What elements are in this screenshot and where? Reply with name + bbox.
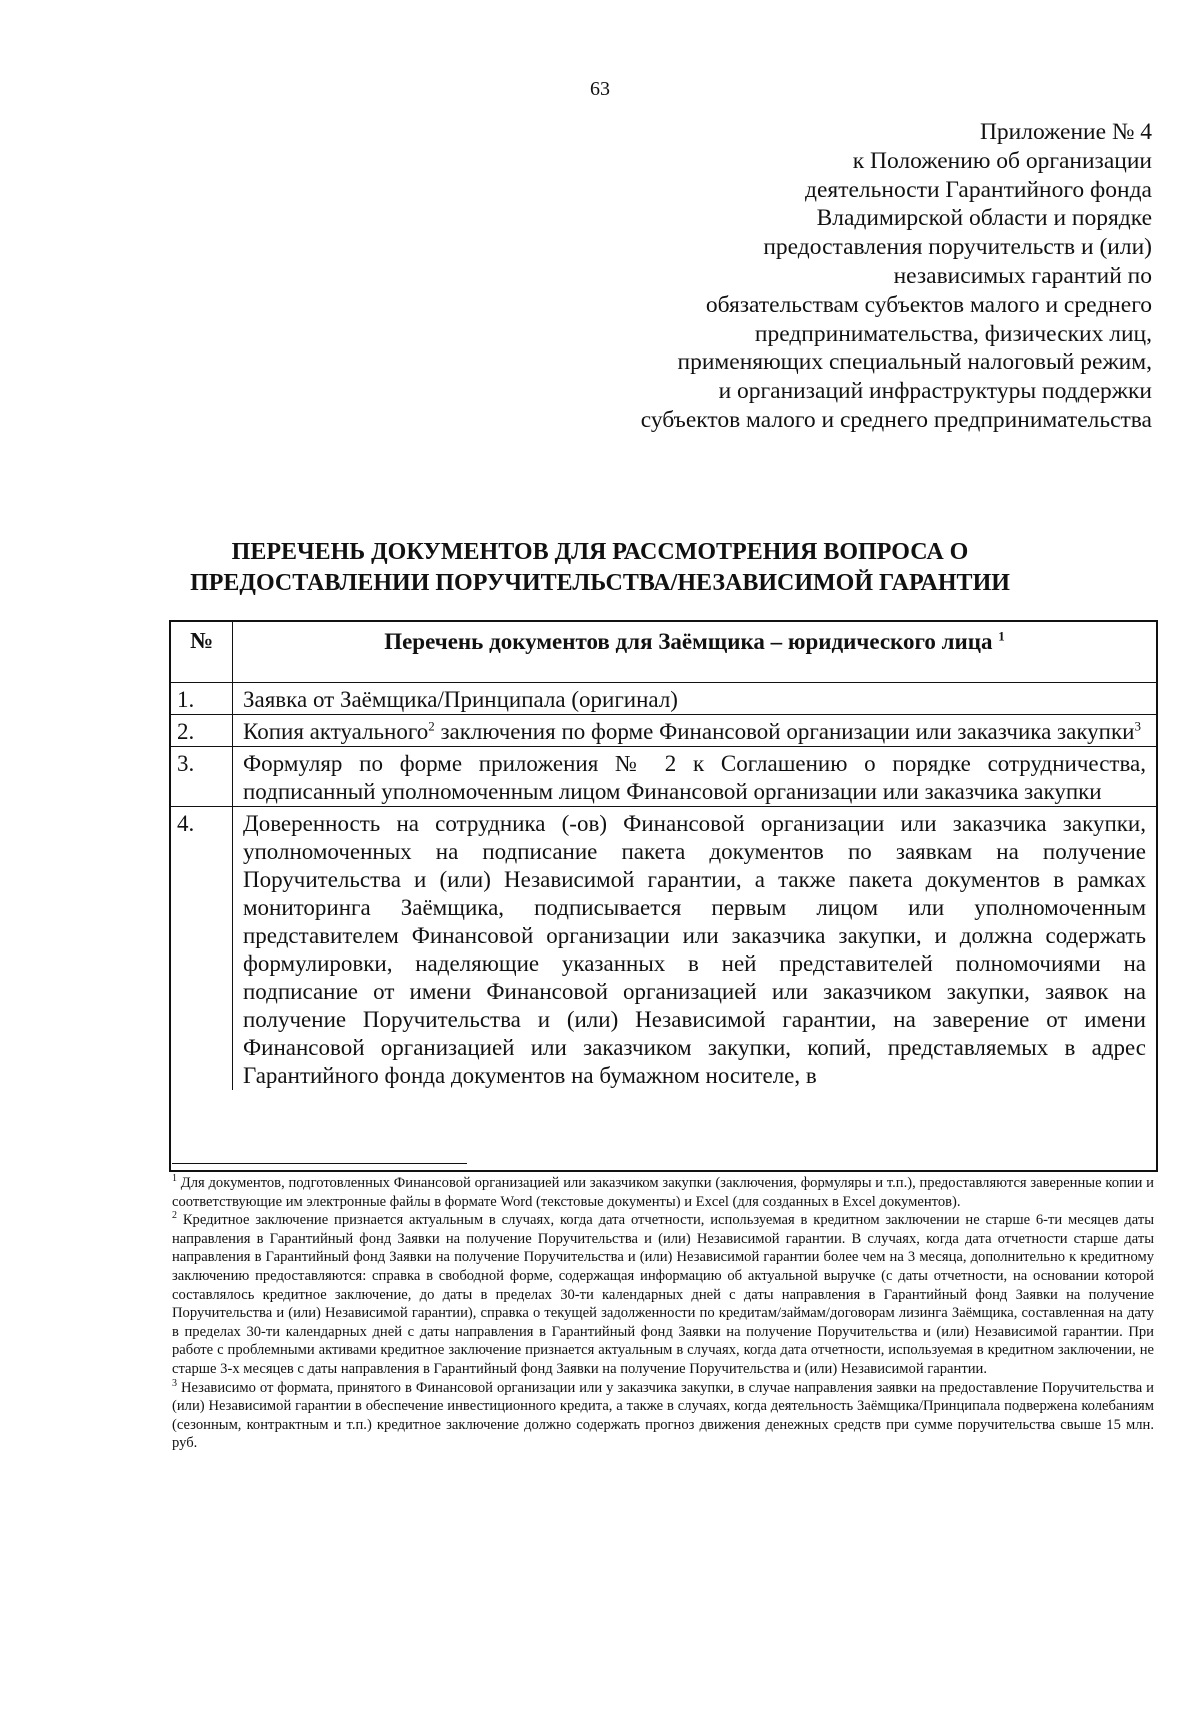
annex-line: Приложение № 4 (979, 119, 1152, 145)
table-header-row (171, 622, 1156, 682)
row-number: 4. (171, 807, 233, 1090)
row-text: Заявка от Заёмщика/Принципала (оригинал) (243, 687, 678, 712)
row-text: Формуляр по форме приложения № 2 к Соглашению о порядке сотрудничества, подписанный уполномоченным лицом Финансовой организации или заказчика закупки (243, 751, 1146, 804)
title-line-1: ПЕРЕЧЕНЬ ДОКУМЕНТОВ ДЛЯ РАССМОТРЕНИЯ ВОПРОСА О (231, 539, 969, 565)
footnotes (172, 1174, 1154, 1453)
footnote-text: Для документов, подготовленных Финансовой организацией или заказчиком закупки (заключения, формуляры и т.п.), предоставляются заверенные копии и соответствующие им электронные файлы в формате Word (текстовые документы) и Excel (для созданных в Excel документов). (172, 1175, 1154, 1210)
footnote-text: Независимо от формата, принятого в Финансовой организации или у заказчика закупки, в случае направления заявки на предоставление Поручительства и (или) Независимой гарантии в обеспечение инвестиционного кредита, а также в случаях, когда деятельность Заёмщика/Принципала подвержена колебаниям (сезонным, контрактным и т.п.) кредитное заключение должно содержать прогноз движения денежных средств при сумме поручительства свыше 15 млн. руб. (172, 1379, 1154, 1452)
footnote-text: Кредитное заключение признается актуальным в случаях, когда дата отчетности, используемая в кредитном заключении не старше 6-ти месяцев даты направления в Гарантийный фонд Заявки на получение Поручительства и (или) Независимой гарантии. В случаях, когда дата отчетности старше даты направления в Гарантийный фонд Заявки на получение Поручительства и (или) Независимой гарантии более чем на 3 месяца, дополнительно к кредитному заключению предоставляются: справка в свободной форме, содержащая информацию об актуальной выручке (с даты отчетности, на основании которой составлялось кредитное заключение, до даты в пределах 30-ти календарных дней с даты направления в Гарантийный фонд Заявки на получение Поручительства и (или) Независимой гарантии), справка о текущей задолженности по кредитам/займам/договорам лизинга Заёмщика, составленная на дату в пределах 30-ти календарных дней с даты направления в Гарантийный фонд Заявки на получение Поручительства и (или) Независимой гарантии. При работе с проблемными активами кредитное заключение признается актуальным в случаях, когда дата отчетности, используемая в кредитном заключении, не старше 3-х месяцев с даты направления в Гарантийный фонд Заявки на получение Поручительства и (или) Независимой гарантии. (172, 1212, 1154, 1377)
header-title (233, 622, 1156, 682)
row-number: 3. (171, 747, 233, 806)
footnote-mark: 2 (172, 1210, 177, 1222)
footnote-ref: 3 (1134, 718, 1141, 734)
table-row (171, 806, 1156, 1090)
table-row (171, 746, 1156, 806)
footnote-ref: 1 (998, 628, 1005, 644)
annex-line: предпринимательства, физических лиц, (754, 320, 1152, 347)
footnote-mark: 3 (172, 1377, 177, 1389)
footnote-divider (172, 1163, 467, 1164)
annex-line: и организаций инфраструктуры поддержки (718, 378, 1152, 405)
footnote-mark: 1 (172, 1173, 177, 1185)
row-number: 2. (171, 715, 233, 746)
footnote-ref: 2 (428, 718, 435, 734)
annex-line: субъектов малого и среднего предпринимательства (640, 406, 1152, 433)
document-title (0, 537, 1200, 599)
title-line-2: ПРЕДОСТАВЛЕНИИ ПОРУЧИТЕЛЬСТВА/НЕЗАВИСИМОЙ ГАРАНТИИ (190, 570, 1010, 596)
documents-table (169, 620, 1158, 1172)
table-row (171, 682, 1156, 714)
header-number: № (171, 622, 233, 682)
annex-header (432, 118, 1152, 435)
row-text: Доверенность на сотрудника (-ов) Финансовой организации или заказчика закупки, уполномоченных на подписание пакета документов по заявкам на получение Поручительства и (или) Независимой гарантии, а также пакета документов в рамках мониторинга Заёмщика, подписывается первым лицом или уполномоченным представителем Финансовой организации или заказчика закупки, и должна содержать формулировки, наделяющие указанных в ней представителей полномочиями на подписание от имени Финансовой организацией или заказчиком закупки, заявок на получение Поручительства и (или) Независимой гарантии, на заверение от имени Финансовой организацией или заказчиком закупки, копий, представляемых в адрес Гарантийного фонда документов на бумажном носителе, в (243, 811, 1146, 1088)
footnote-2 (172, 1211, 1154, 1378)
annex-line: к Положению об организации (852, 147, 1152, 174)
table-row (171, 714, 1156, 746)
row-text-part: заключения по форме Финансовой организации или заказчика закупки (434, 719, 1135, 744)
footnote-3 (172, 1379, 1154, 1453)
annex-line: деятельности Гарантийного фонда (805, 176, 1152, 203)
row-text-part: Копия актуального (243, 719, 429, 744)
row-number: 1. (171, 683, 233, 714)
annex-line: Владимирской области и порядке (816, 205, 1152, 232)
annex-line: применяющих специальный налоговый режим, (677, 349, 1152, 376)
footnote-1 (172, 1174, 1154, 1211)
annex-line: независимых гарантий по (893, 262, 1152, 289)
page-number: 63 (590, 78, 610, 100)
header-title-text: Перечень документов для Заёмщика – юридического лица (384, 629, 993, 654)
annex-line: предоставления поручительств и (или) (763, 234, 1152, 261)
annex-line: обязательствам субъектов малого и среднего (705, 291, 1152, 318)
row-text (233, 715, 1156, 746)
